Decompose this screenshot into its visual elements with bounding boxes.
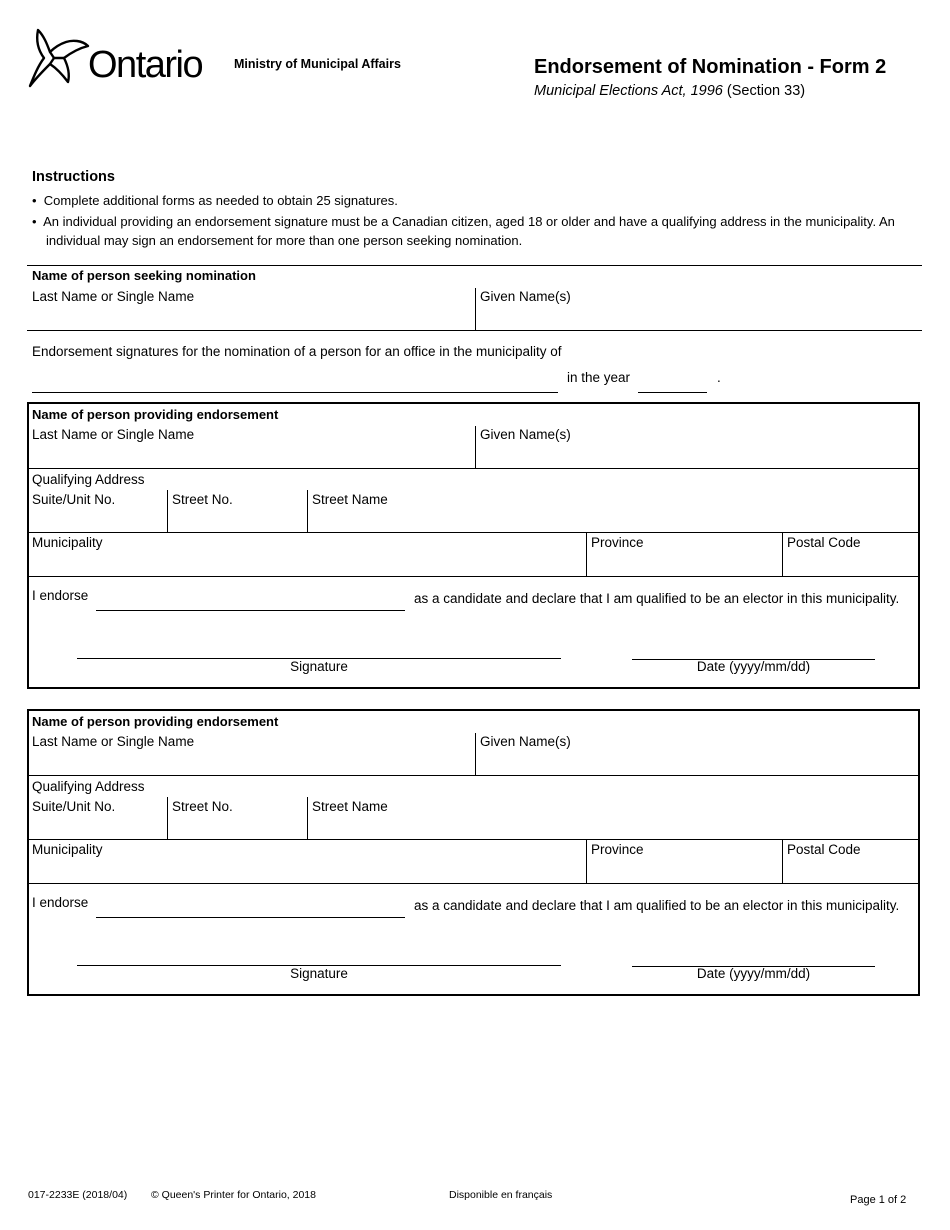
signature-label: Signature: [290, 659, 348, 674]
divider: [29, 839, 918, 840]
french-availability: Disponible en français: [449, 1189, 553, 1201]
signature-field[interactable]: [77, 638, 561, 659]
page-number: Page 1 of 2: [850, 1194, 907, 1206]
nominee-given-name-label: Given Name(s): [480, 289, 571, 304]
declaration-text: as a candidate and declare that I am qualified to be an elector in this municipality.: [414, 898, 900, 913]
province-label: Province: [591, 842, 644, 857]
act-section: (Section 33): [726, 83, 806, 99]
divider: [475, 426, 476, 468]
street-no-field[interactable]: [172, 817, 302, 837]
i-endorse-label: I endorse: [32, 588, 89, 603]
endorser-given-name-label: Given Name(s): [480, 427, 571, 442]
year-field[interactable]: [638, 372, 707, 393]
divider: [29, 532, 918, 533]
form-subtitle: [534, 83, 805, 99]
municipality-label: Municipality: [32, 535, 103, 550]
qualifying-address-label: Qualifying Address: [32, 779, 145, 794]
office-sentence: Endorsement signatures for the nomination of a person for an office in the municipality of: [32, 344, 562, 359]
endorsement-box: [27, 402, 920, 689]
divider: [29, 775, 918, 776]
postal-code-label: Postal Code: [787, 535, 861, 550]
street-no-label: Street No.: [172, 492, 233, 507]
province-field[interactable]: [591, 554, 777, 574]
endorser-last-name-field[interactable]: [32, 446, 470, 466]
endorser-given-name-label: Given Name(s): [480, 734, 571, 749]
suite-label: Suite/Unit No.: [32, 492, 116, 507]
divider: [307, 490, 308, 532]
divider: [29, 468, 918, 469]
street-name-label: Street Name: [312, 799, 388, 814]
endorsed-candidate-field[interactable]: [96, 590, 405, 611]
nominee-last-name-label: Last Name or Single Name: [32, 289, 195, 304]
logo-wordmark: Ontario: [88, 44, 203, 86]
street-no-field[interactable]: [172, 510, 302, 530]
declaration-text: as a candidate and declare that I am qualified to be an elector in this municipality.: [414, 591, 900, 606]
street-name-field[interactable]: [312, 510, 912, 530]
copyright: © Queen's Printer for Ontario, 2018: [151, 1189, 316, 1201]
divider: [475, 288, 476, 330]
signature-field[interactable]: [77, 945, 561, 966]
instruction-item: • Complete additional forms as needed to obtain 25 signatures.: [32, 193, 398, 208]
endorser-heading: Name of person providing endorsement: [32, 714, 279, 729]
street-name-field[interactable]: [312, 817, 912, 837]
suite-field[interactable]: [32, 817, 162, 837]
date-field[interactable]: [632, 946, 875, 967]
divider: [586, 532, 587, 576]
ontario-logo: [28, 26, 208, 90]
nominee-heading: Name of person seeking nomination: [32, 268, 256, 283]
street-name-label: Street Name: [312, 492, 388, 507]
municipality-of-office-field[interactable]: [32, 372, 558, 393]
period: .: [717, 370, 721, 385]
municipality-label: Municipality: [32, 842, 103, 857]
divider: [307, 797, 308, 839]
postal-code-field[interactable]: [787, 554, 915, 574]
endorser-last-name-field[interactable]: [32, 753, 470, 773]
endorsement-box: [27, 709, 920, 996]
date-label: Date (yyyy/mm/dd): [696, 659, 811, 674]
divider: [475, 733, 476, 775]
nominee-given-name-field[interactable]: [480, 308, 918, 328]
form-number: 017-2233E (2018/04): [28, 1189, 128, 1201]
divider: [27, 265, 922, 266]
postal-code-label: Postal Code: [787, 842, 861, 857]
divider: [782, 532, 783, 576]
divider: [167, 797, 168, 839]
suite-label: Suite/Unit No.: [32, 799, 116, 814]
divider: [27, 330, 922, 331]
street-no-label: Street No.: [172, 799, 233, 814]
divider: [29, 883, 918, 884]
instructions-list: [32, 191, 912, 252]
trillium-icon: [28, 26, 90, 90]
divider: [782, 839, 783, 883]
municipality-field[interactable]: [32, 861, 582, 881]
endorser-last-name-label: Last Name or Single Name: [32, 734, 195, 749]
qualifying-address-label: Qualifying Address: [32, 472, 145, 487]
nominee-last-name-field[interactable]: [32, 308, 470, 328]
signature-label: Signature: [290, 966, 348, 981]
instruction-item: • An individual providing an endorsement signature must be a Canadian citizen, aged 18 or older and have a qualifying address in the municipality. An individual may sign an endorsement for more than one person seeking nomination.: [32, 213, 895, 248]
endorser-last-name-label: Last Name or Single Name: [32, 427, 195, 442]
form-title: Endorsement of Nomination - Form 2: [534, 56, 887, 78]
date-field[interactable]: [632, 639, 875, 660]
divider: [586, 839, 587, 883]
ministry-name: Ministry of Municipal Affairs: [234, 57, 401, 71]
in-the-year-label: in the year: [567, 370, 631, 385]
act-name: Municipal Elections Act, 1996: [534, 83, 723, 99]
suite-field[interactable]: [32, 510, 162, 530]
divider: [29, 576, 918, 577]
province-label: Province: [591, 535, 644, 550]
endorser-given-name-field[interactable]: [480, 446, 915, 466]
date-label: Date (yyyy/mm/dd): [696, 966, 811, 981]
divider: [167, 490, 168, 532]
endorsed-candidate-field[interactable]: [96, 897, 405, 918]
i-endorse-label: I endorse: [32, 895, 89, 910]
postal-code-field[interactable]: [787, 861, 915, 881]
instructions-heading: Instructions: [32, 169, 115, 185]
endorser-given-name-field[interactable]: [480, 753, 915, 773]
province-field[interactable]: [591, 861, 777, 881]
endorser-heading: Name of person providing endorsement: [32, 407, 279, 422]
municipality-field[interactable]: [32, 554, 582, 574]
